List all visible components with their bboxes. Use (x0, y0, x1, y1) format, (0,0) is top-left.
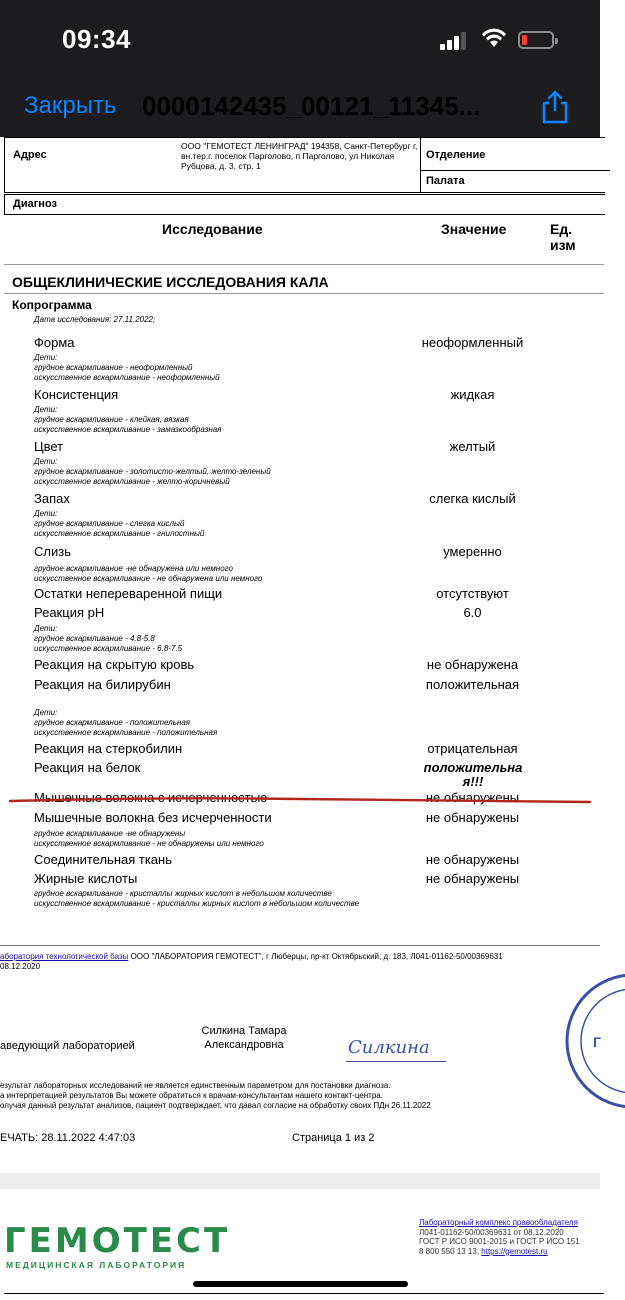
divider (4, 293, 604, 294)
diagnosis-box (4, 194, 605, 215)
lab-date: 08.12.2020 (0, 962, 41, 971)
row-name: Консистенция (34, 387, 119, 402)
head-name-1: Силкина Тамара (201, 1025, 287, 1037)
row-name: Запах (34, 491, 70, 506)
row-value: 6.0 (463, 605, 482, 620)
section-title: ОБЩЕКЛИНИЧЕСКИЕ ИССЛЕДОВАНИЯ КАЛА (12, 274, 329, 290)
row-name: Слизь (34, 544, 71, 559)
row-note: искусственное вскармливание - замазкообразная (34, 425, 222, 434)
page-separator (0, 1173, 600, 1189)
row-note: Дети: (34, 624, 58, 633)
svg-text:Г: Г (593, 1034, 601, 1050)
row-note: искусственное вскармливание - кристаллы жирных кислот в небольшом количестве (34, 899, 360, 908)
row-note: искусственное вскармливание - не обнаружены или немного (34, 839, 264, 848)
head-role: аведующий лабораторией (0, 1040, 135, 1052)
row-note: грудное вскармливание -не обнаружены (34, 829, 186, 838)
close-button[interactable]: Закрыть (24, 92, 117, 119)
row-value: отрицательная (427, 741, 518, 756)
stamp-icon (565, 971, 625, 1113)
row-name: Реакция pH (34, 605, 105, 620)
row-note: Дети: (34, 353, 58, 362)
contact-line (419, 1247, 580, 1257)
row-name: Жирные кислоты (34, 871, 138, 886)
row-note: искусственное вскармливание - желто-коричневый (34, 477, 230, 486)
row-name: Реакция на белок (34, 760, 141, 775)
row-value: не обнаружены (425, 871, 520, 886)
row-value: желтый (449, 439, 496, 454)
row-note: искусственное вскармливание - 6.8-7.5 (34, 644, 183, 653)
top-bar (0, 0, 600, 137)
subsection-title: Копрограмма (12, 298, 92, 312)
row-value: не обнаружены (425, 790, 520, 805)
row-note: грудное вскармливание -не обнаружена или немного (34, 564, 233, 573)
row-note: Дети: (34, 708, 58, 717)
wifi-icon (480, 27, 508, 49)
head-name-2: Александровна (204, 1039, 284, 1051)
row-note: искусственное вскармливание - положительная (34, 728, 218, 737)
row-note: грудное вскармливание - положительная (34, 718, 191, 727)
row-name: Цвет (34, 439, 64, 454)
row-name: Реакция на билирубин (34, 677, 171, 692)
lab-text: ООО "ЛАБОРАТОРИЯ ГЕМОТЕСТ", г Люберцы, пр-кт Октябрьский, д. 183, Л041-01162-50/00369631 (128, 952, 503, 961)
signature-area (0, 1017, 600, 1077)
license-text: Л041-01162-50/00369631 от 08.12.2020 (419, 1227, 564, 1237)
row-note: грудное вскармливание - слегка кислый (34, 519, 185, 528)
page-number: Страница 1 из 2 (292, 1132, 375, 1144)
row-value: слегка кислый (429, 491, 516, 506)
share-icon[interactable] (540, 90, 570, 124)
document-view[interactable] (0, 137, 600, 1300)
row-name: Мышечные волокна с исчерченностью (34, 790, 268, 805)
divider (0, 945, 600, 946)
address-label: Адрес (13, 149, 47, 161)
lab-complex-link[interactable]: Лабораторный комплекс правообладателя (419, 1218, 578, 1227)
row-value: умеренно (443, 544, 502, 559)
row-value-highlight: положительна я!!! (423, 760, 523, 789)
ward-label: Палата (426, 175, 465, 187)
row-name: Мышечные волокна без исчерченности (34, 810, 272, 825)
row-name: Форма (34, 335, 75, 350)
diagnosis-label: Диагноз (13, 198, 57, 210)
row-note: искусственное вскармливание - гнилостный (34, 529, 205, 538)
print-date: ЕЧАТЬ: 28.11.2022 4:47:03 (0, 1132, 136, 1144)
header-table (4, 137, 605, 193)
row-name: Остатки непереваренной пищи (34, 586, 223, 601)
row-note: грудное вскармливание - неоформленный (34, 363, 193, 372)
home-indicator[interactable] (193, 1281, 408, 1287)
document-title: 0000142435_00121_11345... (142, 91, 481, 121)
row-value: не обнаружены (425, 852, 520, 867)
divider (4, 264, 604, 265)
row-note: грудное вскармливание - 4.8-5.8 (34, 634, 155, 643)
battery-icon (518, 31, 554, 49)
signal-icon (440, 32, 466, 50)
row-note: Дети: (34, 509, 58, 518)
lab-complex-info (419, 1218, 580, 1256)
address-text: ООО "ГЕМОТЕСТ ЛЕНИНГРАД" 194358, Санкт-Петербург г, вн.тер.г. поселок Парголово, п Парголово, ул Николая Рубцова, д. 3, стр. 1 (181, 141, 418, 171)
gemotest-logo: ГЕМОТЕСТ (4, 1221, 231, 1261)
row-note: искусственное вскармливание - неоформленный (34, 373, 220, 382)
signature-underline (346, 1061, 446, 1062)
row-note: грудное вскармливание - клейкая, вязкая (34, 415, 189, 424)
lab-link[interactable]: аборатория технологической базы (0, 952, 129, 961)
website-link[interactable]: https://gemotest.ru (481, 1246, 548, 1256)
column-unit: Ед. изм (550, 221, 576, 253)
disclaimer-line: а интерпретацией результатов Вы можете обратиться к врачам-консультантам нашего контакт-центра. (0, 1091, 383, 1100)
disclaimer-line: езультат лабораторных исследований не является единственным параметром для постановки диагноза. (0, 1081, 391, 1090)
row-value: неоформленный (421, 335, 524, 350)
gost-text: ГОСТ Р ИСО 9001-2015 и ГОСТ Р ИСО 151 (419, 1237, 580, 1246)
phone-text: 8 800 550 13 13, (419, 1246, 482, 1256)
disclaimer-line: олучая данный результат анализов, пациент подтверждает, что давал согласие на обработку своих ПДн 26.11.2022 (0, 1101, 431, 1110)
department-label: Отделение (426, 149, 486, 161)
logo-subtitle: МЕДИЦИНСКАЯ ЛАБОРАТОРИЯ (6, 1260, 187, 1270)
red-pen-line (10, 796, 590, 804)
row-note: грудное вскармливание - кристаллы жирных кислот в небольшом количестве (34, 889, 332, 898)
handwritten-signature: Силкина (348, 1037, 430, 1058)
row-name: Реакция на стеркобилин (34, 741, 183, 756)
row-value: не обнаружены (425, 810, 520, 825)
row-value: не обнаружена (426, 657, 519, 672)
row-name: Реакция на скрытую кровь (34, 657, 195, 672)
row-note: Дети: (34, 457, 58, 466)
row-name: Соединительная ткань (34, 852, 172, 867)
row-note: Дети: (34, 405, 58, 414)
table-top-border (4, 1293, 604, 1294)
column-value: Значение (441, 221, 507, 237)
row-note: грудное вскармливание - золотисто-желтый, желто-зеленый (34, 467, 271, 476)
row-value: положительная (425, 677, 520, 692)
row-value: жидкая (450, 387, 495, 402)
lab-info (0, 952, 600, 972)
disclaimer (0, 1081, 431, 1111)
study-date: Дата исследования: 27.11.2022; (34, 315, 156, 324)
status-time: 09:34 (62, 24, 131, 54)
row-value: отсутствуют (436, 586, 509, 601)
row-note: искусственное вскармливание - не обнаружена или немного (34, 574, 263, 583)
column-study: Исследование (162, 221, 263, 237)
